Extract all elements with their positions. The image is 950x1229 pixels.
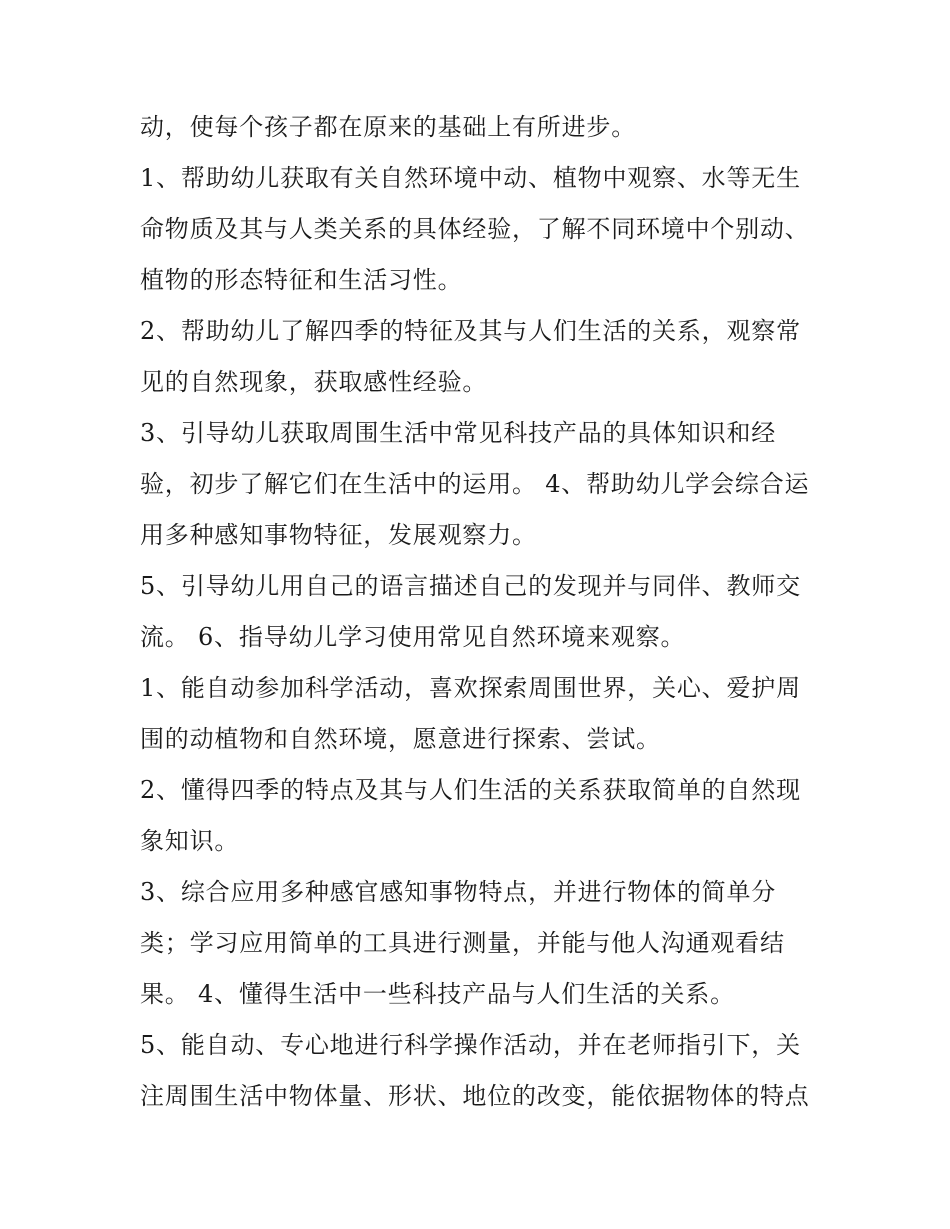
text-line: 2、帮助幼儿了解四季的特征及其与人们生活的关系，观察常 [140, 317, 801, 345]
text-line: 2、懂得四季的特点及其与人们生活的关系获取简单的自然现 [140, 776, 801, 804]
text-line: 见的自然现象，获取感性经验。 [140, 368, 488, 396]
text-line: 果。 4、懂得生活中一些科技产品与人们生活的关系。 [140, 980, 735, 1008]
text-line: 1、帮助幼儿获取有关自然环境中动、植物中观察、水等无生 [140, 164, 801, 192]
text-line: 植物的形态特征和生活习性。 [140, 266, 463, 294]
text-line: 5、能自动、专心地进行科学操作活动，并在老师指引下，关 [140, 1031, 801, 1059]
text-line: 命物质及其与人类关系的具体经验，了解不同环境中个别动、 [140, 215, 810, 243]
text-line: 5、引导幼儿用自己的语言描述自己的发现并与同伴、教师交 [140, 572, 801, 600]
text-line: 验，初步了解它们在生活中的运用。 4、帮助幼儿学会综合运 [140, 470, 810, 498]
text-line: 围的动植物和自然环境，愿意进行探索、尝试。 [140, 725, 661, 753]
text-line: 3、引导幼儿获取周围生活中常见科技产品的具体知识和经 [140, 419, 777, 447]
text-line: 用多种感知事物特征，发展观察力。 [140, 521, 537, 549]
text-line: 注周围生活中物体量、形状、地位的改变，能依据物体的特点 [140, 1082, 810, 1110]
text-line: 类；学习应用简单的工具进行测量，并能与他人沟通观看结 [140, 929, 785, 957]
text-line: 3、综合应用多种感官感知事物特点，并进行物体的简单分 [140, 878, 777, 906]
text-line: 1、能自动参加科学活动，喜欢探索周围世界，关心、爱护周 [140, 674, 801, 702]
text-line: 象知识。 [140, 827, 240, 855]
text-line: 动，使每个孩子都在原来的基础上有所进步。 [140, 113, 636, 141]
text-line: 流。 6、指导幼儿学习使用常见自然环境来观察。 [140, 623, 686, 651]
